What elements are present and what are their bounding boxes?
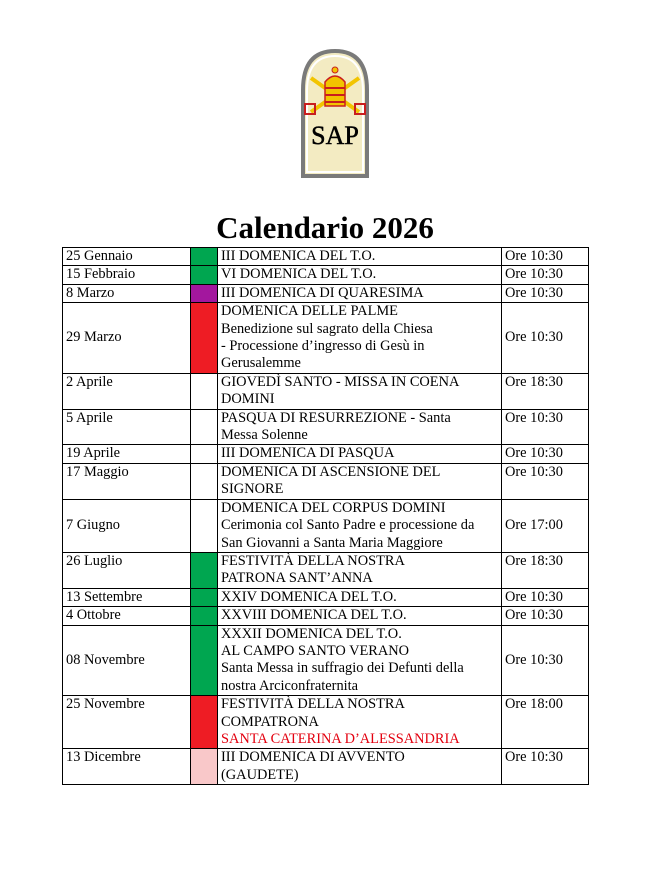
event-description bbox=[218, 303, 502, 374]
event-description-line: DOMENICA DEL CORPUS DOMINI bbox=[221, 499, 446, 516]
logo-monogram: SAP bbox=[311, 121, 359, 150]
event-time: Ore 10:30 bbox=[502, 266, 589, 284]
event-description-line: Cerimonia col Santo Padre e processione da bbox=[221, 517, 475, 534]
event-description-line: Santa Messa in suffragio dei Defunti della bbox=[221, 660, 464, 677]
liturgical-color-swatch bbox=[191, 248, 218, 266]
event-description bbox=[218, 625, 502, 696]
event-description-line: COMPATRONA bbox=[221, 713, 319, 730]
event-date: 25 Gennaio bbox=[63, 248, 191, 266]
event-description bbox=[218, 445, 502, 463]
calendar-table bbox=[62, 247, 589, 785]
event-description-line: FESTIVITÀ DELLA NOSTRA bbox=[221, 696, 405, 713]
table-row bbox=[63, 248, 589, 266]
event-date: 4 Ottobre bbox=[63, 607, 191, 625]
event-description-line: III DOMENICA DI QUARESIMA bbox=[221, 284, 424, 301]
table-row bbox=[63, 499, 589, 552]
event-description-line: III DOMENICA DI PASQUA bbox=[221, 445, 395, 462]
event-time: Ore 10:30 bbox=[502, 248, 589, 266]
event-time: Ore 18:00 bbox=[502, 696, 589, 749]
event-description-line: III DOMENICA DI AVVENTO bbox=[221, 749, 405, 766]
table-row bbox=[63, 303, 589, 374]
event-time: Ore 17:00 bbox=[502, 499, 589, 552]
event-date: 13 Settembre bbox=[63, 588, 191, 606]
event-date: 26 Luglio bbox=[63, 552, 191, 588]
confraternity-logo bbox=[297, 48, 373, 180]
liturgical-color-swatch bbox=[191, 284, 218, 302]
event-time: Ore 10:30 bbox=[502, 749, 589, 785]
event-date: 19 Aprile bbox=[63, 445, 191, 463]
event-description-line: VI DOMENICA DEL T.O. bbox=[221, 266, 377, 283]
event-description-line: Benedizione sul sagrato della Chiesa bbox=[221, 320, 433, 337]
event-date: 25 Novembre bbox=[63, 696, 191, 749]
table-row bbox=[63, 284, 589, 302]
event-description-line: DOMENICA DELLE PALME bbox=[221, 303, 398, 320]
table-row bbox=[63, 373, 589, 409]
event-description-line: Messa Solenne bbox=[221, 427, 308, 444]
liturgical-color-swatch bbox=[191, 749, 218, 785]
event-date: 13 Dicembre bbox=[63, 749, 191, 785]
event-description-line: XXXII DOMENICA DEL T.O. bbox=[221, 625, 402, 642]
event-time: Ore 10:30 bbox=[502, 625, 589, 696]
liturgical-color-swatch bbox=[191, 588, 218, 606]
event-date: 08 Novembre bbox=[63, 625, 191, 696]
event-description-line: (GAUDETE) bbox=[221, 766, 299, 783]
event-date: 5 Aprile bbox=[63, 409, 191, 445]
event-description-line: San Giovanni a Santa Maria Maggiore bbox=[221, 534, 443, 551]
liturgical-color-swatch bbox=[191, 445, 218, 463]
table-row bbox=[63, 607, 589, 625]
event-time: Ore 10:30 bbox=[502, 588, 589, 606]
page-title: Calendario 2026 bbox=[216, 210, 434, 245]
event-description-line: AL CAMPO SANTO VERANO bbox=[221, 642, 410, 659]
event-time: Ore 10:30 bbox=[502, 463, 589, 499]
event-date: 2 Aprile bbox=[63, 373, 191, 409]
event-description bbox=[218, 588, 502, 606]
event-description bbox=[218, 409, 502, 445]
event-description-line: nostra Arciconfraternita bbox=[221, 677, 359, 694]
table-row bbox=[63, 625, 589, 696]
event-description-line: XXVIII DOMENICA DEL T.O. bbox=[221, 607, 407, 624]
table-row bbox=[63, 463, 589, 499]
event-description-line: DOMINI bbox=[221, 391, 275, 408]
event-time: Ore 10:30 bbox=[502, 445, 589, 463]
event-description bbox=[218, 248, 502, 266]
event-time: Ore 10:30 bbox=[502, 607, 589, 625]
event-description-line: GIOVEDÌ SANTO - MISSA IN COENA bbox=[221, 373, 460, 390]
liturgical-color-swatch bbox=[191, 607, 218, 625]
event-date: 8 Marzo bbox=[63, 284, 191, 302]
liturgical-color-swatch bbox=[191, 463, 218, 499]
event-description-line: PASQUA DI RESURREZIONE - Santa bbox=[221, 409, 451, 426]
event-description bbox=[218, 696, 502, 749]
table-row bbox=[63, 696, 589, 749]
event-description bbox=[218, 373, 502, 409]
event-date: 29 Marzo bbox=[63, 303, 191, 374]
event-time: Ore 10:30 bbox=[502, 303, 589, 374]
event-description-line: SANTA CATERINA D’ALESSANDRIA bbox=[221, 730, 460, 747]
event-date: 17 Maggio bbox=[63, 463, 191, 499]
liturgical-color-swatch bbox=[191, 552, 218, 588]
table-row bbox=[63, 266, 589, 284]
table-row bbox=[63, 749, 589, 785]
event-description bbox=[218, 499, 502, 552]
event-time: Ore 10:30 bbox=[502, 409, 589, 445]
liturgical-color-swatch bbox=[191, 696, 218, 749]
event-time: Ore 18:30 bbox=[502, 552, 589, 588]
event-date: 15 Febbraio bbox=[63, 266, 191, 284]
table-row bbox=[63, 409, 589, 445]
event-description bbox=[218, 749, 502, 785]
liturgical-color-swatch bbox=[191, 625, 218, 696]
liturgical-color-swatch bbox=[191, 303, 218, 374]
liturgical-color-swatch bbox=[191, 266, 218, 284]
event-description-line: DOMENICA DI ASCENSIONE DEL bbox=[221, 463, 441, 480]
event-description-line: FESTIVITÀ DELLA NOSTRA bbox=[221, 552, 405, 569]
table-row bbox=[63, 445, 589, 463]
event-description bbox=[218, 284, 502, 302]
event-time: Ore 10:30 bbox=[502, 284, 589, 302]
event-description-line: SIGNORE bbox=[221, 481, 284, 498]
event-description bbox=[218, 463, 502, 499]
event-description bbox=[218, 552, 502, 588]
event-description-line: XXIV DOMENICA DEL T.O. bbox=[221, 588, 397, 605]
event-date: 7 Giugno bbox=[63, 499, 191, 552]
table-row bbox=[63, 552, 589, 588]
event-description-line: Gerusalemme bbox=[221, 355, 301, 372]
event-time: Ore 18:30 bbox=[502, 373, 589, 409]
liturgical-color-swatch bbox=[191, 409, 218, 445]
liturgical-color-swatch bbox=[191, 499, 218, 552]
event-description bbox=[218, 266, 502, 284]
event-description-line: III DOMENICA DEL T.O. bbox=[221, 248, 376, 264]
event-description-line: PATRONA SANT’ANNA bbox=[221, 570, 373, 587]
liturgical-color-swatch bbox=[191, 373, 218, 409]
event-description-line: - Processione d’ingresso di Gesù in bbox=[221, 338, 425, 355]
event-description bbox=[218, 607, 502, 625]
table-row bbox=[63, 588, 589, 606]
